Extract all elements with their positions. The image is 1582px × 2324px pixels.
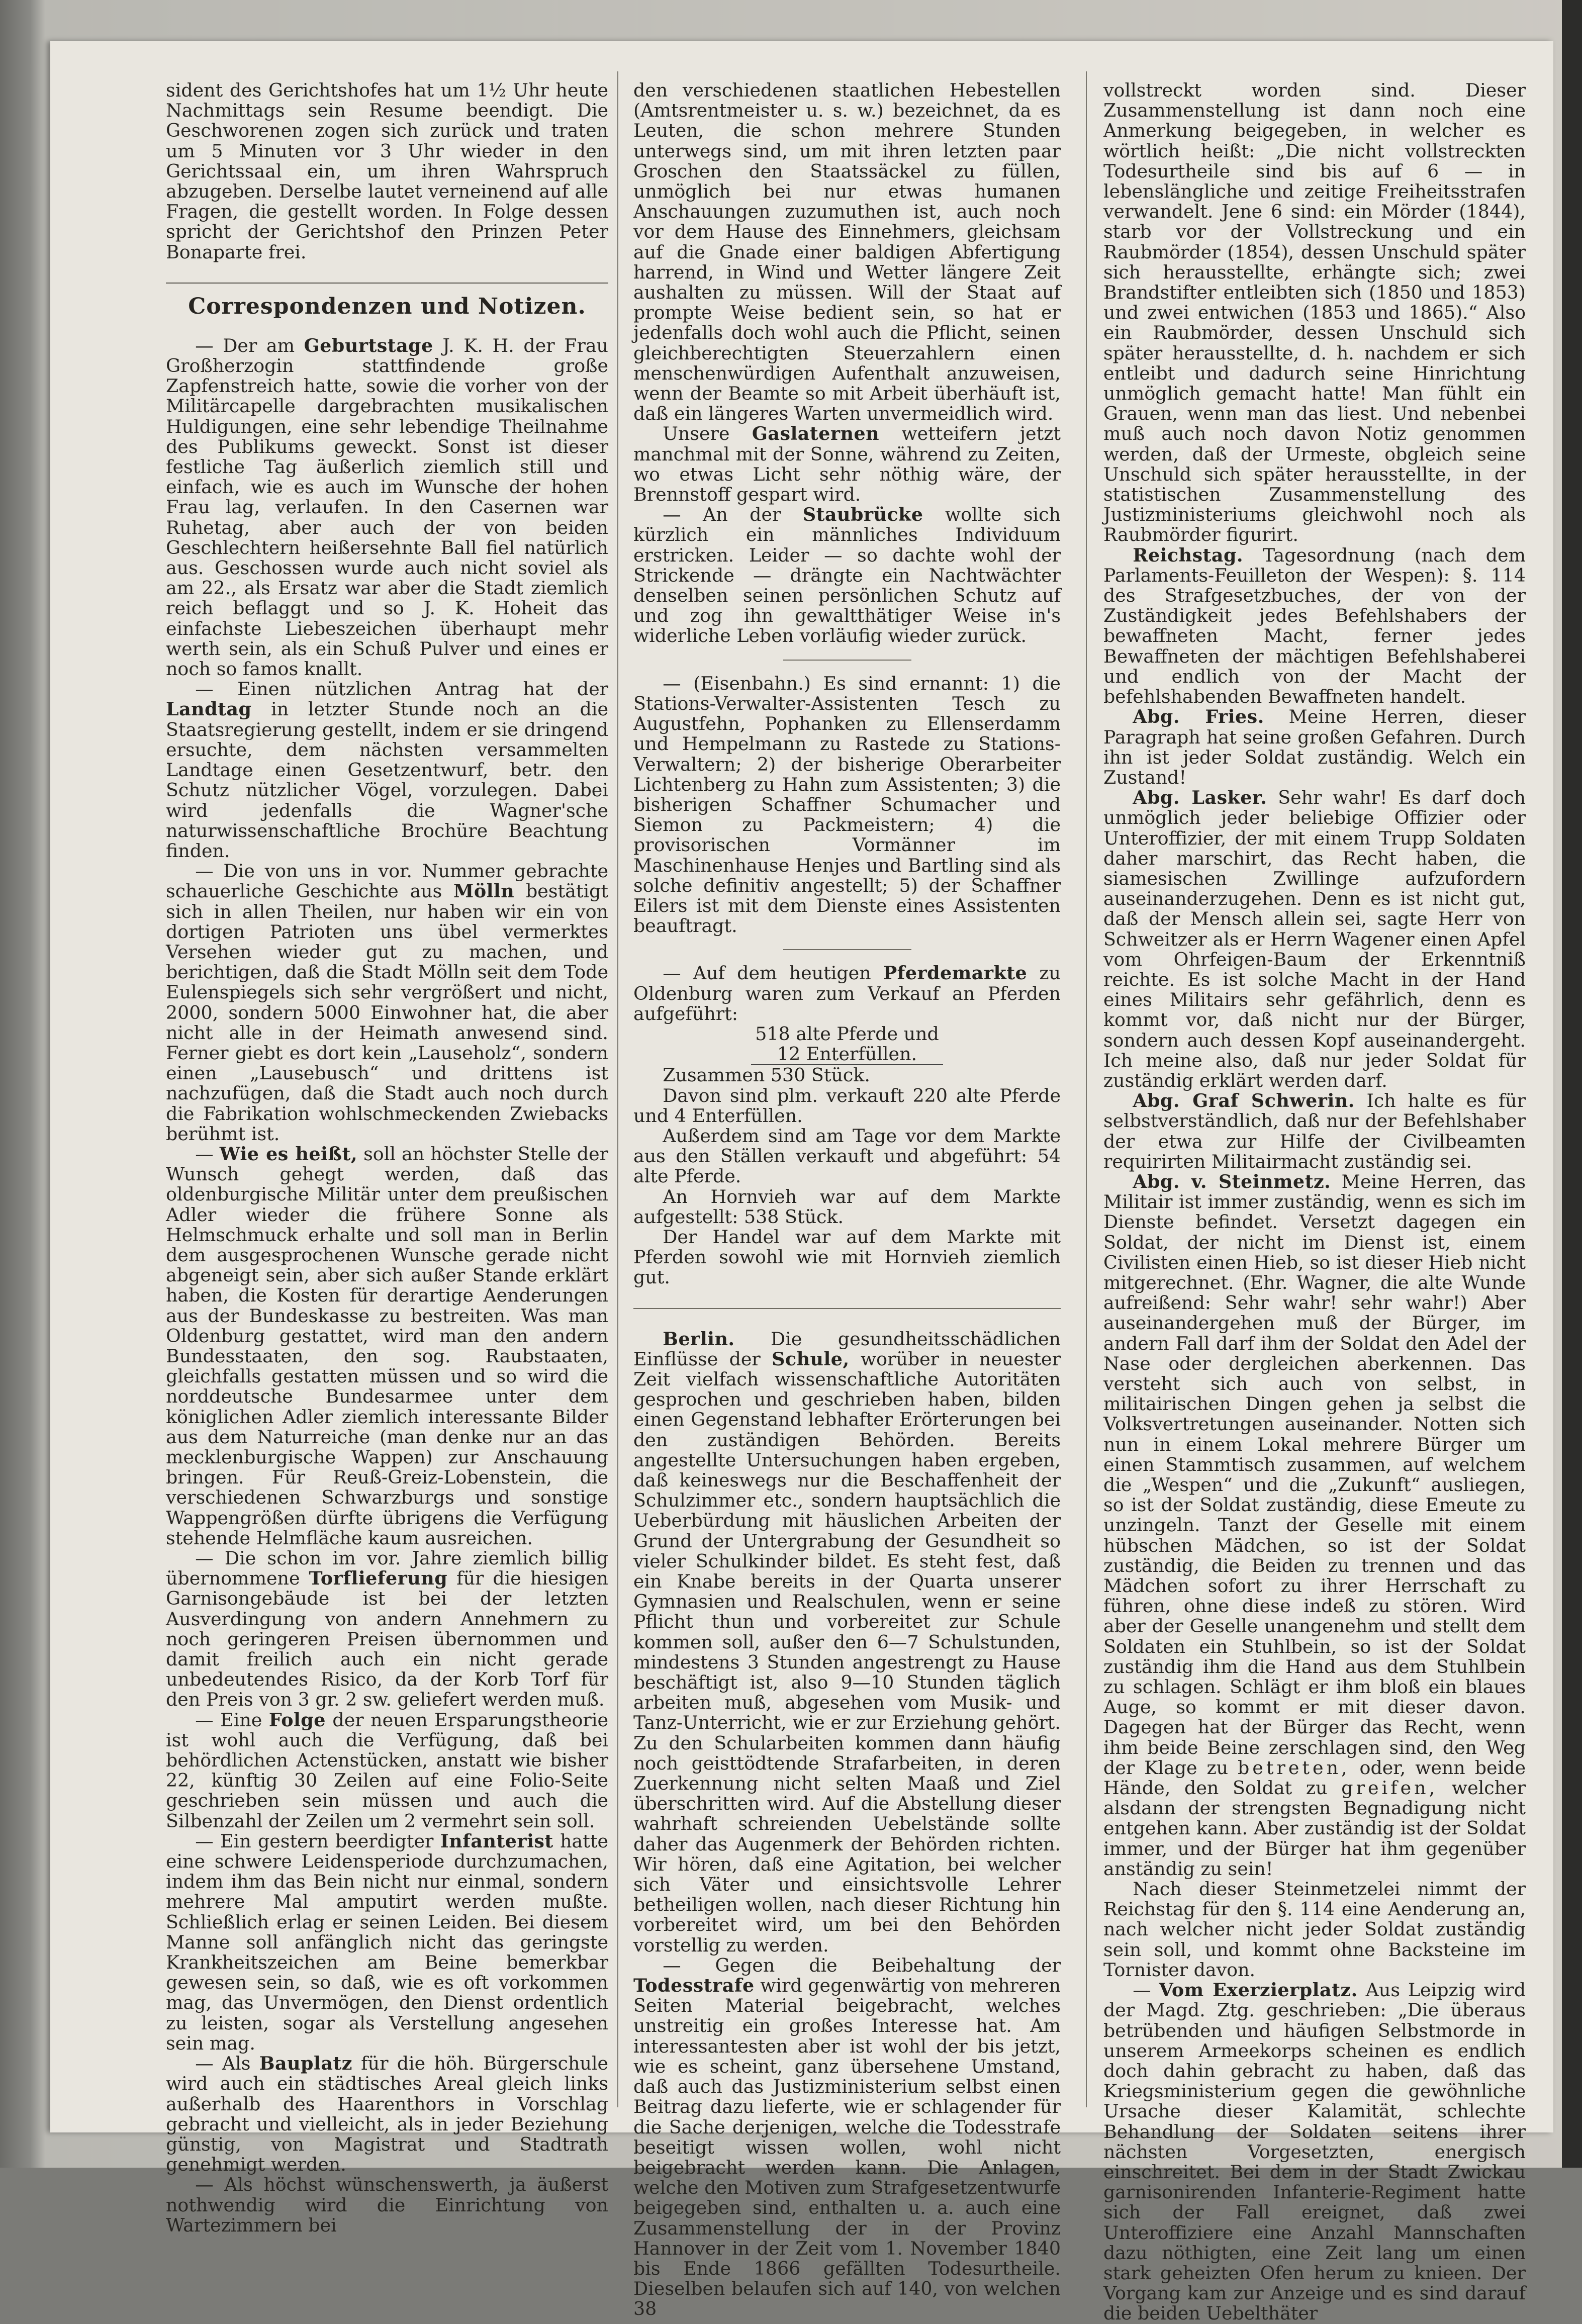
paragraph: — Der am Geburtstage J. K. H. der Frau Großherzogin stattfindende große Zapfenstreich hatte, sowie die vorher von der Militärcapelle dargebrachten musikalischen Huldigungen, eine sehr lebendige Theilnahme des Publikums geweckt. Sonst ist dieser festliche Tag äußerlich ziemlich still und einfach, wie es auch im Wunsche der hohen Frau lag, verlaufen. In den Casernen war Ruhetag, aber auch der von beiden Geschlechtern heißersehnte Ball fiel natürlich aus. Geschossen wurde auch nicht soviel als am 22., als Ersatz war aber die Stadt ziemlich reich beflaggt und so J. K. Hoheit das einfachste Liebeszeichen überhaupt mehr werth sein, als ein Schuß Pulver und eines er noch so famos knallt. — [166, 334, 608, 680]
newspaper-page — [50, 41, 1553, 2324]
column-rule — [1086, 71, 1087, 2107]
market-line: 12 Enterfüllen. — [777, 1043, 917, 1065]
paragraph: — Eine Folge der neuen Ersparungstheorie ist wohl auch die Verfügung, daß bei behördlichen Actenstücken, anstatt wie bisher 22, künftig 30 Zeilen auf eine Folio-Seite geschrieben sein müssen und auch die Silbenzahl der Zeilen um 2 vermehrt sein soll. — [166, 1709, 608, 1832]
paragraph: — Einen nützlichen Antrag hat der Landtag in letzter Stunde noch an die Staatsregierung gestellt, indem er sie dringend ersuchte, dem nächsten versammelten Landtage einen Gesetzentwurf, betr. den Schutz nützlicher Vögel, vorzulegen. Dabei wird jedenfalls die Wagner'sche naturwissenschaftliche Brochüre Beachtung finden. — [166, 678, 608, 862]
paragraph: — An der Staubrücke wollte sich kürzlich ein männliches Individuum erstricken. Leider — so dachte wohl der Strickende — drängte ein Nachtwächter denselben seinen persönlichen Schutz auf und zog ihn gewaltthätiger Weise in's widerliche Leben vorläufig wieder zurück. — [633, 504, 1061, 647]
separator — [633, 1308, 1061, 1309]
paragraph: — Auf dem heutigen Pferdemarkte zu Oldenburg waren zum Verkauf an Pferden aufgeführt: — [633, 962, 1061, 1025]
paragraph: Abg. Fries. Meine Herren, dieser Paragraph hat seine großen Gefahren. Durch ihn ist jeder Soldat zuständig. Welch ein Zustand! — [1103, 706, 1526, 788]
market-sum: Zusammen 530 Stück. — [663, 1064, 870, 1086]
column-3 — [1103, 79, 1526, 2324]
paragraph: Der Handel war auf dem Markte mit Pferden sowohl wie mit Hornvieh ziemlich gut. — [633, 1226, 1061, 1288]
paragraph: Abg. Graf Schwerin. Ich halte es für selbstverständlich, daß nur der Befehlshaber der etwa zur Hilfe der Civilbeamten requirirten Militairmacht zuständig sei. — [1103, 1090, 1526, 1172]
paragraph: — Als höchst wünschenswerth, ja äußerst nothwendig wird die Einrichtung von Wartezimmern bei — [166, 2174, 608, 2236]
paragraph: Abg. v. Steinmetz. Meine Herren, das Militair ist immer zuständig, wenn es sich im Dienste befindet. Versetzt dagegen ein Soldat, der nicht im Dienst ist, einem Civilisten einen Hieb, so ist dieser Hieb nicht mitgerechnet. (Ehr. Wagner, die alte Wunde aufreißend: Sehr wahr! sehr wahr!) Aber auseinandergehen muß der Bürger, im andern Fall darf ihm der Soldat den Adel der Nase oder dergleichen aberkennen. Das versteht sich auch von selbst, in militairischen Dingen gehen ja selbst die Volksvertretungen auseinander. Notten sich nun in einem Lokal mehrere Bürger um einen Stammtisch zusammen, auf welchem die „Wespen“ und die „Zukunft“ ausliegen, so ist der Soldat zuständig, diese Emeute zu unzingeln. Tanzt der Geselle mit einem hübschen Mädchen, so ist der Soldat zuständig, die Beiden zu trennen und das Mädchen sofort zu ihrer Herrschaft zu führen, ohne diese indeß zu stören. Wird aber der Geselle unangenehm und stellt dem Soldaten ein Stuhlbein, so ist der Soldat zuständig ihm die Hand aus dem Stuhlbein zu schlagen. Schlägt er ihm bloß ein blaues Auge, so kommt er mit dieser davon. Dagegen hat der Bürger das Recht, wenn ihm beide Beine zerschlagen sind, den Weg der Klage zu betreten, oder, wenn beide Hände, den Soldat zu greifen, welcher alsdann der strengsten Begnadigung nicht entgehen kann. Aber zuständig ist der Soldat immer, und der Bürger hat ihm gegenüber anständig zu sein! — [1103, 1170, 1526, 1880]
paragraph: Reichstag. Tagesordnung (nach dem Parlaments-Feuilleton der Wespen): §. 114 des Strafgesetzbuches, der von der Zuständigkeit jedes Befehlshabers der bewaffneten Macht, ferner jedes Bewaffneten der mächtigen Befehlshaberei und endlich von der Macht der befehlshabenden Bewaffneten handelt. — [1103, 544, 1526, 708]
market-line: 518 alte Pferde und — [755, 1022, 939, 1045]
paragraph: den verschiedenen staatlichen Hebestellen (Amtsrentmeister u. s. w.) bezeichnet, da es Leuten, die schon mehrere Stunden unterwegs sind, um mit ihren letzten paar Groschen den Staatssäckel zu füllen, unmöglich bei nur etwas humanen Anschauungen zuzumuthen ist, auch noch vor dem Hause des Einnehmers, gleichsam auf die Gnade einer baldigen Abfertigung harrend, in Wind und Wetter längere Zeit aushalten zu müssen. Will der Staat auf prompte Weise bedient sein, so hat er jedenfalls doch wohl auch die Pflicht, seinen gleichberechtigten Steuerzahlern einen menschenwürdigen Aufenthalt anzuweisen, wenn der Beamte so mit Arbeit überhäuft ist, daß ein längeres Warten unvermeidlich wird. — [633, 79, 1061, 425]
paragraph: — Als Bauplatz für die höh. Bürgerschule wird auch ein städtisches Areal gleich links außerhalb des Haarenthors in Vorschlag gebracht und vielleicht, als in jeder Beziehung günstig, von Magistrat und Stadtrath genehmigt werden. — [166, 2053, 608, 2176]
paragraph: Berlin. Die gesundheitsschädlichen Einflüsse der Schule, worüber in neuester Zeit vielfach wissenschaftliche Autoritäten gesprochen und geschrieben haben, bilden einen Gegenstand lebhafter Erörterungen bei den zuständigen Behörden. Bereits angestellte Untersuchungen haben ergeben, daß keineswegs nur die Beschaffenheit der Schulzimmer etc., sondern hauptsächlich die Ueberbürdung mit häuslichen Arbeiten der Grund der Untergrabung der Gesundheit so vieler Schulkinder bildet. Es steht fest, daß ein Knabe bereits in der Quarta unserer Gymnasien und Realschulen, wenn er seine Pflicht thun und vorbereitet zur Schule kommen soll, außer den 6—7 Schulstunden, mindestens 3 Stunden angestrengt zu Hause beschäftigt ist, also 9—10 Stunden täglich arbeiten muß, abgesehen vom Musik- und Tanz-Unterricht, wie er zur Erziehung gehört. Zu den Schularbeiten kommen dann häufig noch geisttödtende Strafarbeiten, in deren Zuerkennung nicht selten Maaß und Ziel überschritten wird. Auf die Abstellung dieser wahrhaft schreienden Uebelstände sollte daher das Augenmerk der Behörden richten. Wir hören, daß eine Agitation, bei welcher sich Väter und einsichtsvolle Lehrer betheiligen wollen, nach dieser Richtung hin vorbereitet wird, um bei den Behörden vorstellig zu werden. — [633, 1328, 1061, 1956]
column-2 — [633, 79, 1061, 2320]
paragraph: Davon sind plm. verkauft 220 alte Pferde und 4 Enterfüllen. — [633, 1084, 1061, 1127]
paragraph: vollstreckt worden sind. Dieser Zusammenstellung ist dann noch eine Anmerkung beigegeben, in welcher es wörtlich heißt: „Die nicht vollstreckten Todesurtheile sind bis auf 6 — in lebenslängliche und zeitige Freiheitsstrafen verwandelt. Jene 6 sind: ein Mörder (1844), starb vor der Vollstreckung und ein Raubmörder (1854), dessen Unschuld später sich herausstellte, erhängte sich; zwei Brandstifter entleibten sich (1850 und 1853) und zwei entwichen (1853 und 1865).“ Also ein Raubmörder, dessen Unschuld sich später herausstellte, d. h. nachdem er sich entleibt und dadurch seine Hinrichtung unmöglich gemacht hatte! Man fühlt ein Grauen, wenn man das liest. Und nebenbei muß auch noch davon Notiz genommen werden, daß der Urmeste, obgleich seine Unschuld sich später herausstellte, in der statistischen Zusammenstellung des Justizministeriums gleichwohl noch als Raubmörder figurirt. — [1103, 79, 1526, 546]
paragraph: — Die von uns in vor. Nummer gebrachte schauerliche Geschichte aus Mölln bestätigt sich in allen Theilen, nur haben wir ein von dortigen Patrioten uns übel vermerktes Versehen wieder gut zu machen, und berichtigen, daß die Stadt Mölln seit dem Tode Eulenspiegels sich sehr vergrößert und nicht, 2000, sondern 5000 Einwohner hat, die aber nicht alle in der Heimath anwesend sind. Ferner giebt es dort kein „Lauseholz“, sondern einen „Lausebusch“ und drittens ist nachzufügen, daß die Stadt auch noch durch die Fabrikation wohlschmeckenden Zwiebacks berühmt ist. — [166, 860, 608, 1145]
paragraph: Nach dieser Steinmetzelei nimmt der Reichstag für den §. 114 eine Aenderung an, nach welcher nicht jeder Soldat zuständig sein soll, und kommt ohne Backsteine im Tornister davon. — [1103, 1878, 1526, 1981]
separator — [783, 660, 911, 661]
paragraph: — Die schon im vor. Jahre ziemlich billig übernommene Torflieferung für die hiesigen Garnisongebäude ist bei der letzten Ausverdingung von andern Annehmern zu noch geringeren Preisen übernommen und damit freilich auch ein nicht gerade unbedeutendes Risico, da der Korb Torf für den Preis von 3 gr. 2 sw. geliefert werden muß. — [166, 1547, 608, 1711]
paragraph: Abg. Lasker. Sehr wahr! Es darf doch unmöglich jeder beliebige Offizier oder Unteroffizier, der mit einem Trupp Soldaten daher marschirt, das Recht haben, die siamesischen Zwillinge aufzufordern auseinanderzugehen. Denn es ist nicht gut, daß der Mensch allein sei, sagte Herr von Schweitzer als er Herrn Wagener einen Apfel vom Ohrfeigen-Baum der Erkenntniß reichte. Es ist solche Macht in der Hand eines Militairs sehr gefährlich, denn es kommt vor, daß nicht nur der Bürger, sondern auch dessen Kopf auseinandergeht. Ich meine also, daß nur jeder Soldat für zuständig erklärt werden darf. — [1103, 787, 1526, 1091]
paragraph: — Ein gestern beerdigter Infanterist hatte eine schwere Leidensperiode durchzumachen, indem ihm das Bein nicht nur einmal, sondern mehrere Mal amputirt werden mußte. Schließlich erlag er seinen Leiden. Bei diesem Manne soll anfänglich nicht das geringste Krankheitszeichen am Beine bemerkbar gewesen sein, so daß, wie es oft vorkommen mag, das Unvermögen, den Dienst ordentlich zu leisten, sogar als Verstellung angesehen sein mag. — [166, 1830, 608, 2054]
paragraph: An Hornvieh war auf dem Markte aufgestellt: 538 Stück. — [633, 1185, 1061, 1228]
paragraph: — (Eisenbahn.) Es sind ernannt: 1) die Stations-Verwalter-Assistenten Tesch zu Augustfehn, Pophanken zu Ellenserdamm und Hempelmann zu Rastede zu Stations-Verwaltern; 2) der bisherige Oberarbeiter Lichtenberg zu Hahn zum Assistenten; 3) die bisherigen Schaffner Schumacher und Siemon zu Packmeistern; 4) die provisorischen Vormänner im Maschinenhause Henjes und Bartling sind als solche definitiv angestellt; 5) der Schaffner Eilers ist mit dem Dienste eines Assistenten beauftragt. — [633, 672, 1061, 937]
book-edge — [1562, 0, 1582, 2168]
section-heading: Correspondenzen und Notizen. — [166, 283, 608, 321]
column-1 — [166, 79, 608, 2236]
column-rule — [617, 71, 618, 2107]
paragraph: Unsere Gaslaternen wetteifern jetzt manchmal mit der Sonne, während zu Zeiten, wo etwas Licht sehr nöthig wäre, der Brennstoff gespart wird. — [633, 423, 1061, 506]
paragraph: — Vom Exerzierplatz. Aus Leipzig wird der Magd. Ztg. geschrieben: „Die überaus betrübenden und häufigen Selbstmorde in unserem Armeekorps scheinen es endlich doch dahin gebracht zu haben, daß das Kriegsministerium gegen die gewöhnliche Ursache dieser Kalamität, schlechte Behandlung der Soldaten seitens ihrer nächsten Vorgesetzten, energisch einschreitet. Bei dem in der Stadt Zwickau garnisonirenden Infanterie-Regiment hatte sich der Fall ereignet, daß zwei Unteroffiziere eine Anzahl Mannschaften dazu nöthigten, eine Zeit lang um einen stark geheizten Ofen herum zu knieen. Der Vorgang kam zur Anzeige und es sind darauf die beiden Uebelthäter — [1103, 1979, 1526, 2324]
paragraph: — Wie es heißt, soll an höchster Stelle der Wunsch gehegt werden, daß das oldenburgische Militär unter dem preußischen Adler wieder die frühere Sonne als Helmschmuck erhalte und soll man in Berlin dem ausgesprochenen Wunsche gerade nicht abgeneigt sein, aber sich außer Stande erklärt haben, die Kosten für derartige Aenderungen aus der Bundeskasse zu bestreiten. Was man Oldenburg gestattet, wird man den andern Bundesstaaten, den sog. Raubstaaten, gleichfalls gestatten müssen und so wird die norddeutsche Bundesarmee unter dem königlichen Adler ziemlich interessante Bilder aus dem Naturreiche (man denke nur an das mecklenburgische Wappen) zur Anschauung bringen. Für Reuß-Greiz-Lobenstein, die verschiedenen Schwarzburgs und sonstige Wappengrößen dürfte übrigens die Verfügung stehende Helmfläche kaum ausreichen. — [166, 1143, 608, 1549]
paragraph: Außerdem sind am Tage vor dem Markte aus den Ställen verkauft und abgeführt: 54 alte Pferde. — [633, 1125, 1061, 1187]
separator — [783, 949, 911, 950]
paragraph: sident des Gerichtshofes hat um 1½ Uhr heute Nachmittags sein Resume beendigt. Die Geschworenen zogen sich zurück und traten um 5 Minuten vor 3 Uhr wieder in den Gerichtssaal ein, um ihren Wahrspruch abzugeben. Derselbe lautet verneinend auf alle Fragen, die gestellt worden. In Folge dessen spricht der Gerichtshof den Prinzen Peter Bonaparte frei. — [166, 79, 608, 263]
paragraph: — Gegen die Beibehaltung der Todesstrafe wird gegenwärtig von mehreren Seiten Material beigebracht, welches unstreitig ein großes Interesse hat. Am interessantesten aber ist wohl der bis jetzt, wie es scheint, ganz übersehene Umstand, daß auch das Justizministerium selbst einen Beitrag dazu lieferte, wie er schlagender für die Sache derjenigen, welche die Todesstrafe beseitigt wissen wollen, wohl nicht beigebracht werden kann. Die Anlagen, welche den Motiven zum Strafgesetzentwurfe beigegeben sind, enthalten u. a. auch eine Zusammenstellung der in der Provinz Hannover in der Zeit vom 1. November 1840 bis Ende 1866 gefällten Todesurtheile. Dieselben belaufen sich auf 140, von welchen 38 — [633, 1954, 1061, 2320]
